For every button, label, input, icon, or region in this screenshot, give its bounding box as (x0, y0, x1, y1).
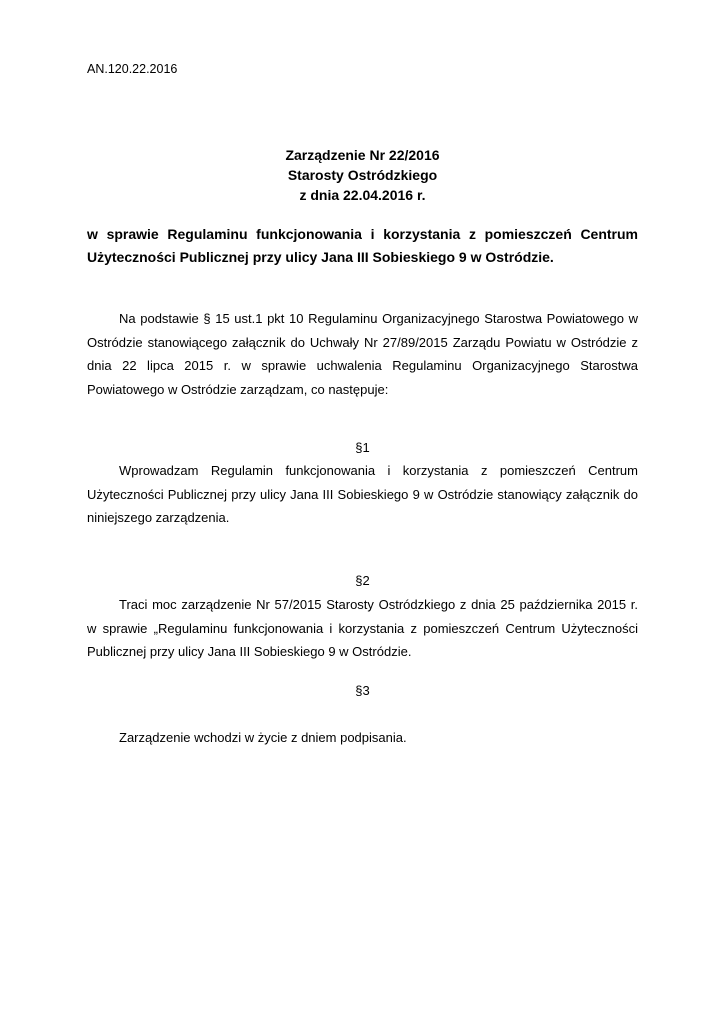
title-line-issuer: Starosty Ostródzkiego (287, 167, 438, 183)
section-1-text: Wprowadzam Regulamin funkcjonowania i korzystania z pomieszczeń Centrum Użyteczności Publicznej przy ulicy Jana III Sobieskiego 9 w Ostródzie stanowiący załącznik do niniejszego zarządzenia. (87, 463, 638, 525)
section-2-mark: §2 (355, 573, 370, 588)
document-subject: w sprawie Regulaminu funkcjonowania i korzystania z pomieszczeń Centrum Użyteczności Publicznej przy ulicy Jana III Sobieskiego 9 w Ostródzie. (87, 226, 638, 265)
title-line-ordinance-number: Zarządzenie Nr 22/2016 (285, 147, 440, 163)
section-3-mark: §3 (355, 683, 370, 698)
section-2-text: Traci moc zarządzenie Nr 57/2015 Starosty Ostródzkiego z dnia 25 października 2015 r. w sprawie „Regulaminu funkcjonowania i korzystania z pomieszczeń Centrum Użyteczności Publicznej przy ulicy Jana III Sobieskiego 9 w Ostródzie. (87, 597, 638, 659)
document-title (0, 145, 725, 205)
section-2-paragraph (87, 593, 638, 664)
document-reference-number: AN.120.22.2016 (87, 62, 178, 76)
section-3-text: Zarządzenie wchodzi w życie z dniem podpisania. (119, 730, 407, 745)
preamble-text: Na podstawie § 15 ust.1 pkt 10 Regulaminu Organizacyjnego Starostwa Powiatowego w Ostródzie stanowiącego załącznik do Uchwały Nr 27/89/2015 Zarządu Powiatu w Ostródzie z dnia 22 lipca 2015 r. w sprawie uchwalenia Regulaminu Organizacyjnego Starostwa Powiatowego w Ostródzie zarządzam, co następuje: (87, 311, 638, 397)
section-1-mark: §1 (355, 440, 370, 455)
preamble-paragraph (87, 307, 638, 401)
section-1-paragraph (87, 459, 638, 530)
title-line-date: z dnia 22.04.2016 r. (299, 187, 426, 203)
section-3-paragraph (87, 726, 638, 750)
